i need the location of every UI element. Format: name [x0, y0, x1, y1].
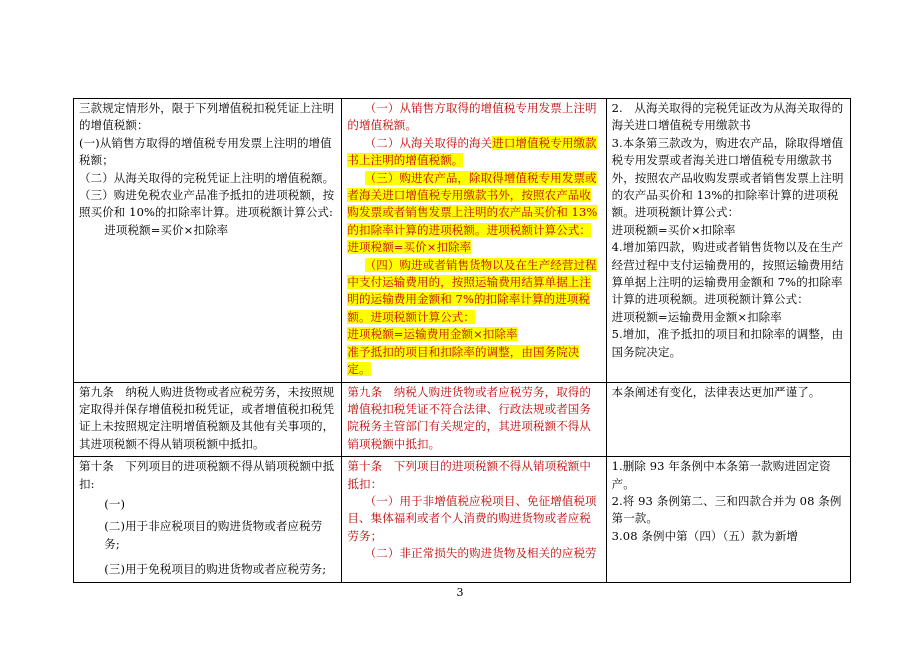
- page-number: 3: [456, 586, 464, 599]
- formula: 进项税额=买价×扣除率: [611, 222, 736, 237]
- note-cell: [606, 382, 850, 457]
- paragraph: (二)用于非应税项目的购进货物或者应税劳务;: [104, 519, 323, 551]
- paragraph: （三）购进免税农业产品准予抵扣的进项税额，按照买价和 10%的扣除率计算。进项税额计算公式:: [79, 188, 335, 220]
- old-text-cell: [74, 457, 342, 582]
- highlighted-text: 进项税额=买价×扣除率: [347, 240, 472, 255]
- new-text-cell: [342, 382, 606, 457]
- paragraph: [347, 344, 600, 379]
- paragraph: (一)从销售方取得的增值税专用发票上注明的增值税额；: [79, 135, 332, 168]
- highlighted-text: （三）购进农产品，除取得增值税专用发票或者海关进口增值税专用缴款书外，按照农产品收购发票或者销售发票上注明的农产品买价和 13%的扣除率计算的进项税额。进项税额计算公式：: [347, 170, 598, 237]
- highlighted-text: 进项税额=运输费用金额×扣除率: [347, 327, 518, 342]
- highlighted-text: 准予抵扣的项目和扣除率的调整，由国务院决定。: [347, 344, 580, 377]
- table-row: [74, 99, 851, 383]
- paragraph: 3.08 条例中第（四）（五）款为新增: [611, 528, 799, 543]
- paragraph: [347, 135, 600, 170]
- paragraph: 3.本条第三款改为，购进农产品，除取得增值税专用发票或者海关进口增值税专用缴款书外，按照农产品收购发票或者销售发票上注明的农产品买价和 13%的扣除率计算的进项税额。进项税额计算公式：: [611, 135, 844, 220]
- formula: 进项税额=买价×扣除率: [104, 222, 229, 237]
- paragraph: 1.删除 93 年条例中本条第一款购进固定资产。: [611, 459, 831, 491]
- table-row: [74, 457, 851, 582]
- formula: [347, 326, 600, 343]
- paragraph: 第九条 纳税人购进货物或者应税劳务，取得的增值税扣税凭证不符合法律、行政法规或者国务院税务主管部门有关规定的，其进项税额不得从销项税额中抵扣。: [347, 384, 591, 451]
- highlighted-text: （四）购进或者销售货物以及在生产经营过程中支付运输费用的，按照运输费用结算单据上注明的运输费用金额和 7%的扣除率计算的进项税额。进项税额计算公式：: [347, 257, 597, 324]
- note-cell: [606, 457, 850, 582]
- comparison-table: [73, 98, 851, 583]
- paragraph: （二）非正常损失的购进货物及相关的应税劳: [364, 546, 597, 561]
- paragraph: 第九条 纳税人购进货物或者应税劳务，未按照规定取得并保存增值税扣税凭证，或者增值税扣税凭证上未按照规定注明增值税额及其他有关事项的，其进项税额不得从销项税额中抵扣。: [79, 384, 335, 451]
- paragraph: 4.增加第四款，购进或者销售货物以及在生产经营过程中支付运输费用的，按照运输费用结算单据上注明的运输费用金额和 7%的扣除率计算的进项税额。进项税额计算公式：: [611, 240, 844, 307]
- formula: [347, 239, 600, 256]
- old-text-cell: [74, 382, 342, 457]
- paragraph: （一）从销售方取得的增值税专用发票上注明的增值税额。: [347, 101, 597, 133]
- paragraph: 5.增加，准予抵扣的项目和扣除率的调整，由国务院决定。: [611, 327, 844, 359]
- formula: 进项税额=运输费用金额×扣除率: [611, 309, 782, 324]
- new-text-cell: [342, 457, 606, 582]
- paragraph: [347, 170, 600, 240]
- table-row: [74, 382, 851, 457]
- old-text-cell: [74, 99, 342, 383]
- paragraph: 第十条 下列项目的进项税额不得从销项税额中抵扣：: [347, 459, 591, 491]
- paragraph: 2. 从海关取得的完税凭证改为从海关取得的海关进口增值税专用缴款书: [611, 101, 844, 133]
- paragraph: (三)用于免税项目的购进货物或者应税劳务;: [104, 562, 327, 577]
- new-text-cell: [342, 99, 606, 383]
- paragraph: 2.将 93 条例第二、三和四款合并为 08 条例第一款。: [611, 493, 842, 526]
- paragraph: 三款规定情形外，限于下列增值税扣税凭证上注明的增值税额：: [79, 101, 335, 133]
- paragraph: 第十条 下列项目的进项税额不得从销项税额中抵扣:: [79, 459, 335, 491]
- paragraph: （二）从海关取得的完税凭证上注明的增值税额。: [79, 170, 335, 185]
- highlighted-text: 进口增值税专用缴款书上注明的增值税额。: [347, 135, 597, 168]
- text-run: （二）从海关取得的海关: [364, 135, 493, 150]
- paragraph: 本条阐述有变化，法律表达更加严谨了。: [611, 384, 821, 399]
- paragraph: （一）用于非增值税应税项目、免征增值税项目、集体福利或者个人消费的购进货物或者应税劳务；: [347, 493, 597, 543]
- paragraph: [347, 257, 600, 327]
- note-cell: [606, 99, 850, 383]
- paragraph: (一): [104, 496, 126, 511]
